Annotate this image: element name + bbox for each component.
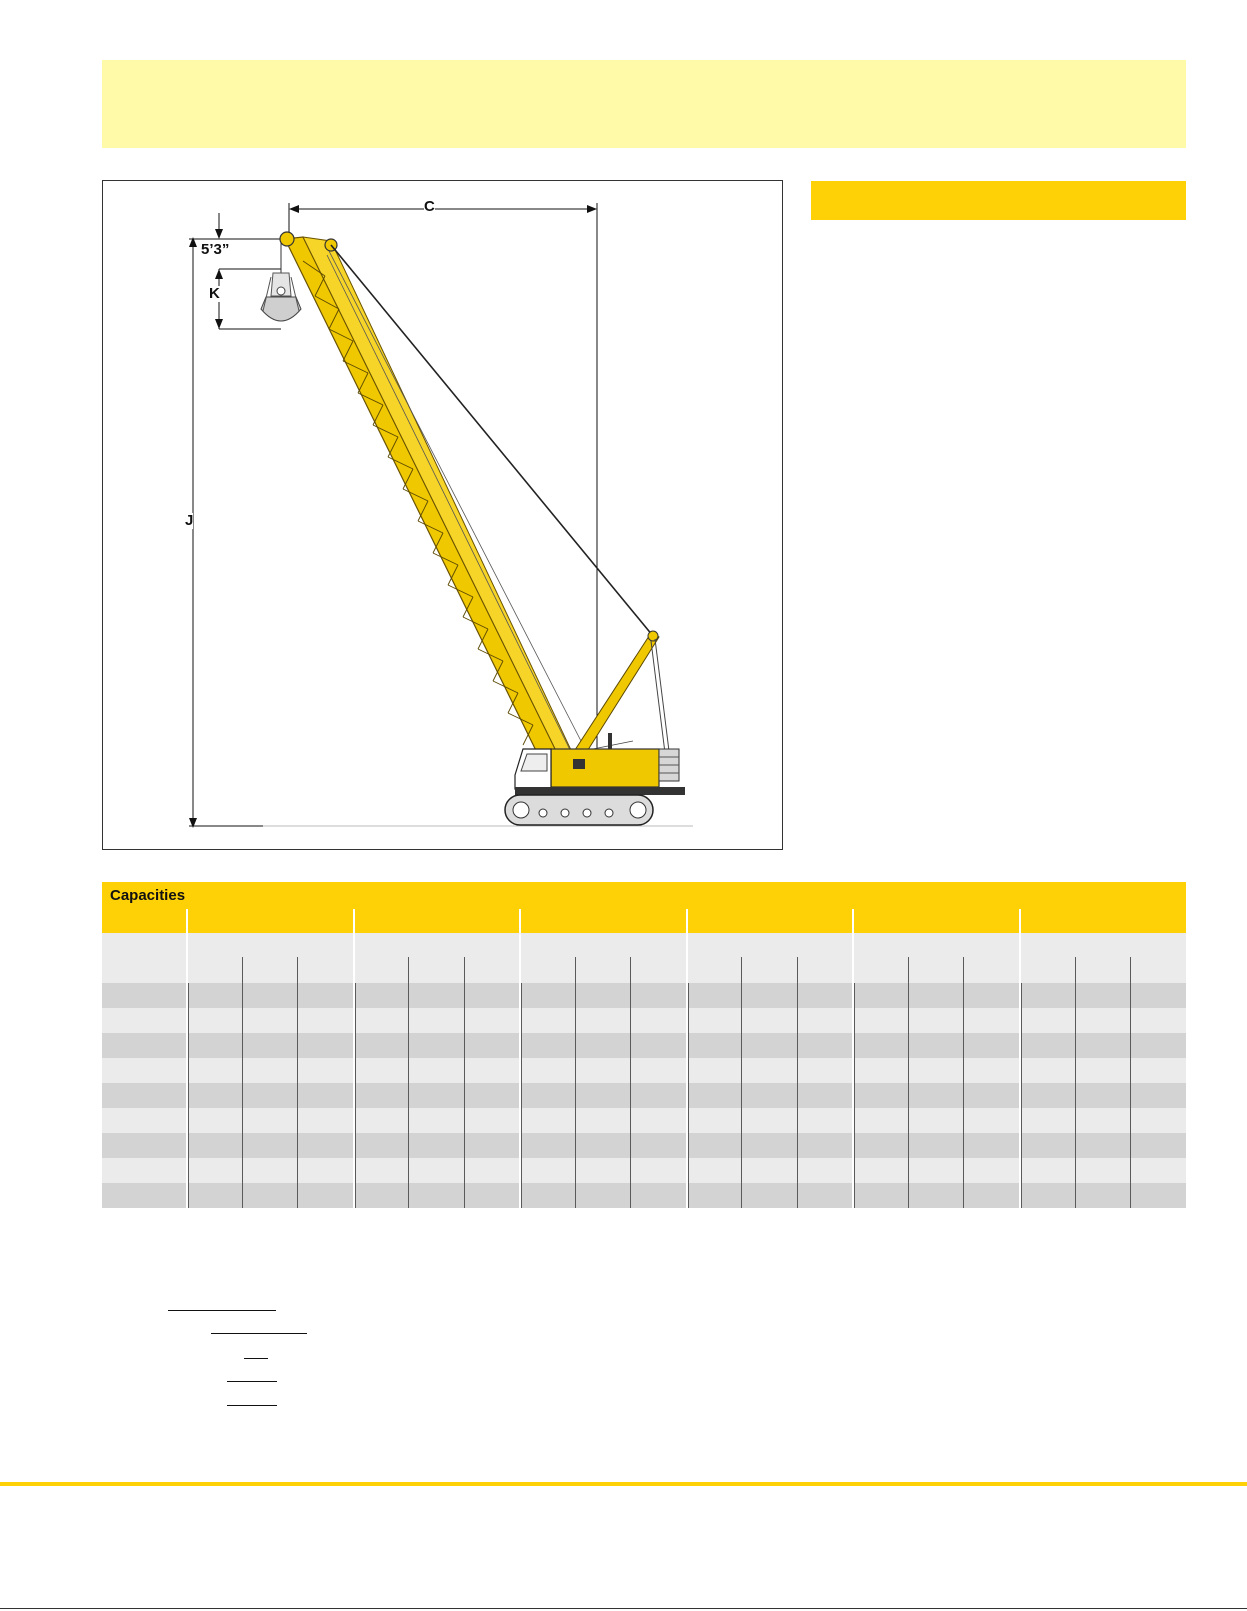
dimension-clearance-label: 5’3” [201,241,230,258]
group-rule [688,983,689,1208]
dimension-k-label: K [209,285,220,302]
subcolumn-separator [297,957,298,1208]
specification-header-bar [811,181,1186,220]
capacities-table [102,933,1186,1207]
group-rule [1021,983,1022,1208]
subcolumn-separator [408,957,409,1208]
note-underline [211,1333,307,1334]
crane-illustration [103,181,784,851]
column-group-header [186,909,353,933]
units-header-row [102,933,1186,983]
subcolumn-separator [1130,957,1131,1208]
column-group-header [1019,909,1186,933]
column-group-header [353,909,520,933]
subcolumn-separator [242,957,243,1208]
column-group-header [519,909,686,933]
note-underline [227,1381,277,1382]
top-banner [102,60,1186,148]
group-rule [854,983,855,1208]
crane-dimension-diagram [102,180,783,850]
table-row [102,983,1186,1008]
dimension-j-label: J [185,512,194,529]
page-bottom-rule [0,1608,1247,1609]
capacities-column-headers [102,909,1186,933]
dimension-c-label: C [424,198,435,215]
subcolumn-separator [575,957,576,1208]
group-rule [355,983,356,1208]
table-row [102,1158,1186,1183]
capacities-title-bar [102,882,1186,909]
note-underline [168,1310,276,1311]
table-row [102,1133,1186,1158]
group-rule [188,983,189,1208]
table-row [102,1108,1186,1133]
table-row [102,1008,1186,1033]
table-row [102,1033,1186,1058]
subcolumn-separator [908,957,909,1208]
capacities-title: Capacities [110,887,186,904]
note-underline [227,1405,277,1406]
table-row [102,1083,1186,1108]
footer-rule [0,1482,1247,1486]
subcolumn-separator [630,957,631,1208]
subcolumn-separator [741,957,742,1208]
table-row [102,1183,1186,1208]
column-group-header [852,909,1019,933]
note-underline [244,1358,268,1359]
subcolumn-separator [963,957,964,1208]
subcolumn-separator [464,957,465,1208]
group-rule [521,983,522,1208]
subcolumn-separator [1075,957,1076,1208]
table-row [102,1058,1186,1083]
column-group-header [686,909,853,933]
subcolumn-separator [797,957,798,1208]
